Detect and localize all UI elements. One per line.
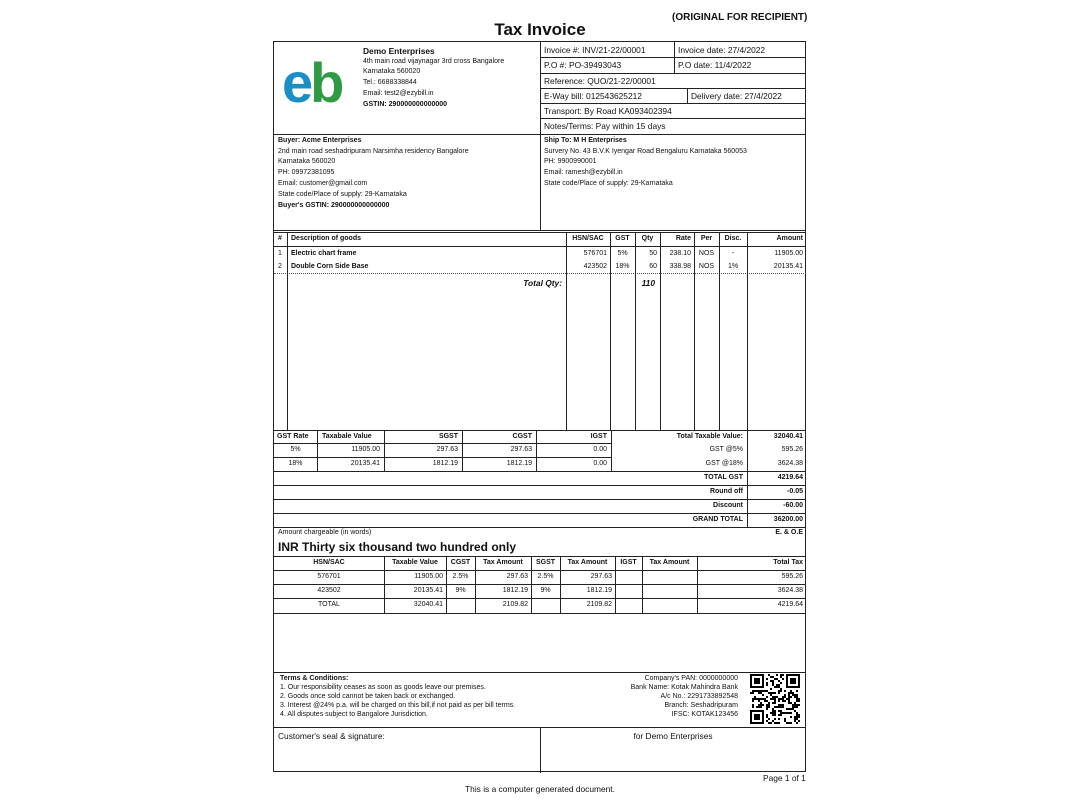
buyer-phone: PH: 09972381095 [278,169,335,176]
hsn-row-3-taxable: 32040.41 [413,601,443,608]
hsn-row-2-taxable: 20135.41 [413,587,443,594]
grand-total-value: 36200.00 [773,516,803,523]
gst-row-2-sgst: 1812.19 [432,460,458,467]
hsn-row-1-sgst: 2.5% [537,573,554,580]
bank-branch: Branch: Seshadripuram [664,702,738,709]
gst-row-1-rate: 5% [290,446,301,453]
item-2-hsn: 423502 [583,263,607,270]
items-col-gst: GST [615,235,630,242]
item-2-per: NOS [698,263,715,270]
total-gst-label: TOTAL GST [704,474,743,481]
item-2-disc: 1% [727,263,739,270]
seller-address-2: Karnataka 560020 [363,68,421,75]
buyer-state: State code/Place of supply: 29-Karnataka [278,191,407,198]
items-col-qty: Qty [641,235,654,242]
seller-name: Demo Enterprises [363,46,435,56]
invoice-number: Invoice #: INV/21-22/00001 [544,45,646,55]
total-taxable-label: Total Taxable Value: [676,433,743,440]
copy-label: (ORIGINAL FOR RECIPIENT) [672,12,808,23]
gst-col-sgst: SGST [438,433,458,440]
gst-row-2-igst: 0.00 [593,460,607,467]
hsn-col-cgst: CGST [450,559,471,566]
ship-to-state: State code/Place of supply: 29-Karnataka [544,180,673,187]
items-col-description: Description of goods [291,235,361,242]
ship-to-address: Survery No. 43 B.V.K Iyengar Road Bengaluru Karnataka 560053 [544,148,747,155]
terms-line-4: 4. All disputes subject to Bangalore Jurisdiction. [280,711,428,718]
buyer-name: Buyer: Acme Enterprises [278,137,362,144]
item-1-amount: 11905.00 [774,250,803,257]
seller-tel: Tel.: 6688338844 [363,79,417,86]
invoice-frame [273,41,806,772]
delivery-date: Delivery date: 27/4/2022 [691,91,782,101]
items-col-rate: Rate [675,235,691,242]
hsn-row-2-sgst: 9% [540,587,551,594]
ship-to-phone: PH: 9900990001 [544,158,597,165]
page-number: Page 1 of 1 [763,773,806,783]
item-1-rate: 238.10 [669,250,691,257]
bank-name: Bank Name: Kotak Mahindra Bank [630,684,738,691]
hsn-col-taxable: Taxable Value [392,559,438,566]
hsn-row-1-tax1: 297.63 [506,573,528,580]
ship-to-name: Ship To: M H Enterprises [544,137,627,144]
gst-col-taxable: Taxabale Value [322,433,372,440]
hsn-row-3-hsn: TOTAL [318,601,340,608]
round-off-value: -0.05 [787,488,803,495]
seller-email: Email: test2@ezybill.in [363,90,434,97]
item-2-description: Double Corn Side Base [291,263,369,270]
gst-row-1-sgst: 297.63 [436,446,458,453]
company-signature-label: for Demo Enterprises [633,731,713,741]
item-2-qty: 60 [649,263,657,270]
grand-total-label: GRAND TOTAL [692,516,743,523]
gst-row-1-taxable: 11905.00 [351,446,380,453]
hsn-col-hsn: HSN/SAC [313,559,345,566]
bank-account: A/c No.: 2291733892548 [660,693,738,700]
amount-in-words: INR Thirty six thousand two hundred only [278,540,517,554]
hsn-row-2-tax1: 1812.19 [502,587,528,594]
gst-row-2-cgst: 1812.19 [506,460,532,467]
item-2-no: 2 [278,263,282,270]
gst-col-igst: IGST [590,433,607,440]
amount-words-label: Amount chargeable (in words) [278,529,372,536]
item-2-rate: 338.98 [669,263,691,270]
items-col-no: # [278,235,282,242]
buyer-email: Email: customer@gmail.com [278,180,368,187]
hsn-row-3-tax1: 2109.82 [502,601,528,608]
gst-row-1-igst: 0.00 [593,446,607,453]
gst18-label: GST @18% [705,460,743,467]
discount-label: Discount [713,502,743,509]
terms-title: Terms & Conditions: [280,675,349,682]
hsn-col-igst: IGST [620,559,637,566]
ship-to-email: Email: ramesh@ezybill.in [544,169,623,176]
buyer-address-2: Karnataka 560020 [278,158,336,165]
eoe-note: E. & O.E [775,529,803,536]
hsn-row-1-tax2: 297.63 [590,573,612,580]
hsn-row-1-taxable: 11905.00 [414,573,443,580]
item-1-hsn: 576701 [583,250,607,257]
hsn-col-tax-amount-1: Tax Amount [483,559,523,566]
items-col-hsn: HSN/SAC [572,235,604,242]
seller-address-1: 4th main road vijaynagar 3rd cross Bangalore [363,58,505,65]
round-off-label: Round off [709,488,743,495]
item-1-gst: 5% [617,250,628,257]
transport: Transport: By Road KA093402394 [544,106,672,116]
gst5-value: 595.26 [781,446,803,453]
total-taxable-value: 32040.41 [773,433,803,440]
seller-gstin: GSTIN: 290000000000000 [363,101,448,108]
discount-value: -60.00 [783,502,803,509]
item-1-disc: - [731,250,735,257]
item-1-per: NOS [698,250,715,257]
gst-col-cgst: CGST [512,433,532,440]
gst-row-2-rate: 18% [288,460,303,467]
total-gst-value: 4219.64 [777,474,803,481]
items-col-per: Per [700,235,713,242]
buyer-address-1: 2nd main road seshadripuram Narsimha residency Bangalore [278,148,469,155]
terms-line-1: 1. Our responsibility ceases as soon as goods leave our premises. [280,684,486,691]
bank-ifsc: IFSC: KOTAK123456 [671,711,738,718]
qr-code-icon [750,674,800,724]
item-1-no: 1 [278,250,282,257]
gst-col-rate: GST Rate [277,433,309,440]
hsn-row-3-total: 4219.64 [777,601,803,608]
hsn-row-1-cgst: 2.5% [452,573,469,580]
customer-signature-label: Customer's seal & signature: [278,731,385,741]
notes-terms: Notes/Terms: Pay within 15 days [544,121,666,131]
company-logo: eb [282,51,342,114]
hsn-row-2-total: 3624.38 [777,587,803,594]
hsn-col-tax-amount-2: Tax Amount [567,559,608,566]
total-qty-value: 110 [641,278,655,288]
invoice-date: Invoice date: 27/4/2022 [678,45,766,55]
items-col-amount: Amount [776,235,803,242]
hsn-col-total-tax: Total Tax [773,559,803,566]
hsn-row-2-hsn: 423502 [317,587,341,594]
items-col-disc: Disc. [724,235,742,242]
terms-line-3: 3. Interest @24% p.a. will be charged on this bill,if not paid as per bill terms. [280,702,516,709]
hsn-row-1-total: 595.26 [781,573,803,580]
gst-row-1-cgst: 297.63 [510,446,532,453]
terms-line-2: 2. Goods once sold cannot be taken back or exchanged. [280,693,456,700]
hsn-row-2-cgst: 9% [455,587,466,594]
buyer-gstin: Buyer's GSTIN: 290000000000000 [278,202,390,209]
footer-note: This is a computer generated document. [465,784,615,794]
total-qty-label: Total Qty: [523,278,562,288]
invoice-title: Tax Invoice [494,20,586,39]
hsn-col-tax-amount-3: Tax Amount [649,559,690,566]
hsn-row-3-tax2: 2109.82 [586,601,612,608]
hsn-row-1-hsn: 576701 [317,573,341,580]
hsn-col-sgst: SGST [535,559,556,566]
po-number: P.O #: PO-39493043 [544,60,622,70]
eway-bill: E-Way bill: 012543625212 [544,91,642,101]
hsn-row-2-tax2: 1812.19 [586,587,612,594]
company-pan: Company's PAN: 0000000000 [644,675,738,682]
reference: Reference: QUO/21-22/00001 [544,76,656,86]
item-2-gst: 18% [615,263,630,270]
gst18-value: 3624.38 [777,460,803,467]
item-1-description: Electric chart frame [291,250,357,257]
gst-row-2-taxable: 20135.41 [350,460,380,467]
item-2-amount: 20135.41 [773,263,803,270]
item-1-qty: 50 [649,250,657,257]
gst5-label: GST @5% [709,446,743,453]
po-date: P.O date: 11/4/2022 [678,60,752,70]
